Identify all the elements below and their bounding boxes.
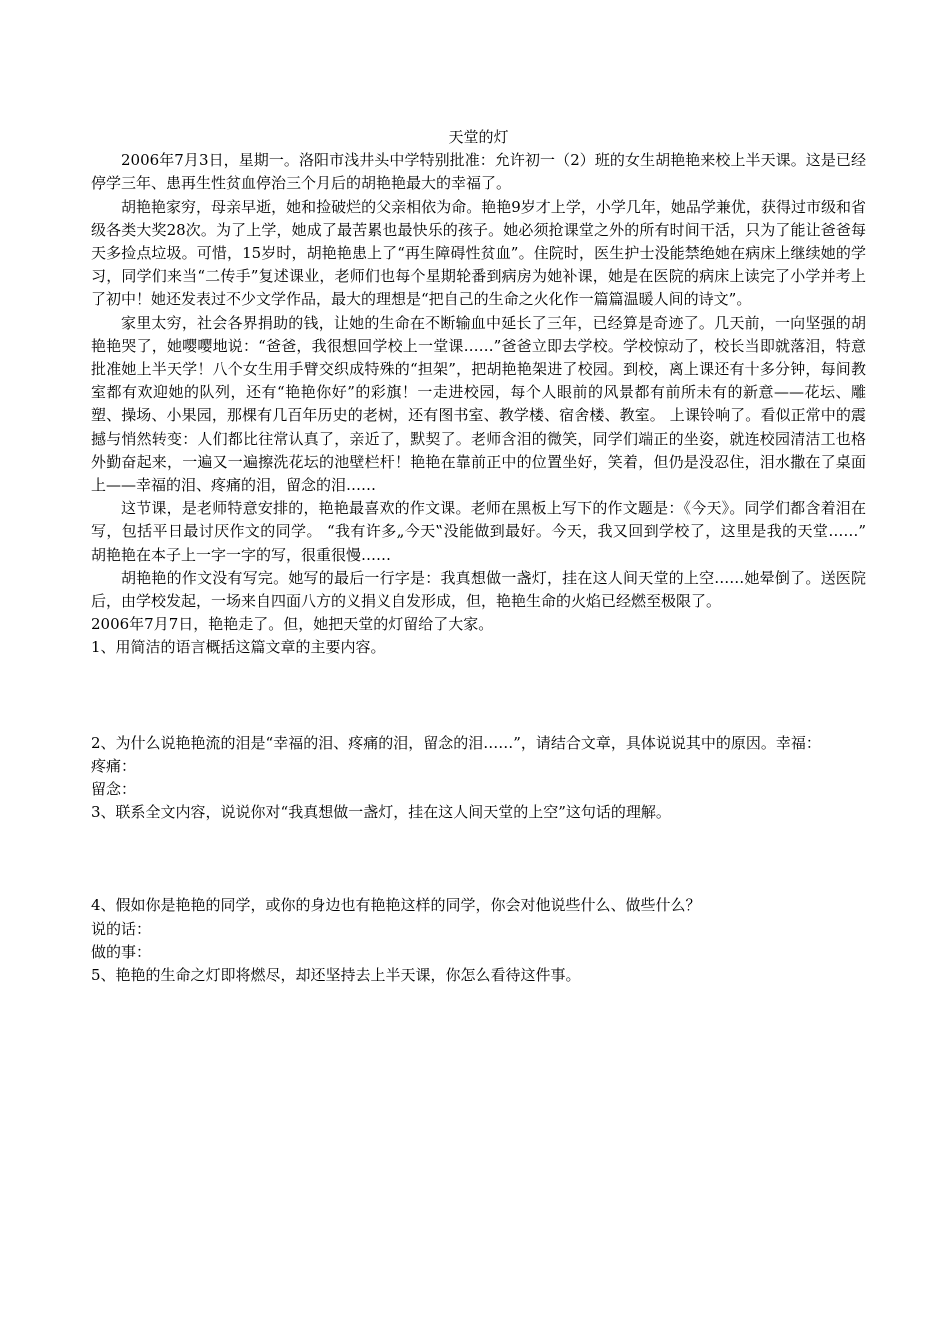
closing-line: 2006年7月7日，艳艳走了。但，她把天堂的灯留给了大家。 xyxy=(91,615,494,634)
paragraph-3: 家里太穷，社会各界捐助的钱，让她的生命在不断输血中延长了三年，已经算是奇迹了。几天前，一向坚强的胡艳艳哭了，她嘤嘤地说：“爸爸，我很想回学校上一堂课……”爸爸立即去学校。学校惊动了，校长当即就落泪，特意批准她上半天学！八个女生用手臂交织成特殊的“担架”，把胡艳艳架进了校园。到校，离上课还有十多分钟，每间教室都有欢迎她的队列，还有“艳艳你好”的彩旗！一走进校园，每个人眼前的风景都有前所未有的新意——花坛、雕塑、操场、小果园，那棵有几百年历史的老树，还有图书室、教学楼、宿舍楼、教室。 上课铃响了。看似正常中的震撼与悄然转变：人们都比往常认真了，亲近了，默契了。老师含泪的微笑，同学们端正的坐姿，就连校园清洁工也格外勤奋起来，一遍又一遍擦洗花坛的池壁栏杆！艳艳在靠前正中的位置坐好，笑着，但仍是没忍住，泪水撒在了桌面上——幸福的泪、疼痛的泪，留念的泪…… xyxy=(91,313,866,495)
question-4: 4、假如你是艳艳的同学，或你的身边也有艳艳这样的同学，你会对他说些什么、做些什么？ xyxy=(91,896,701,915)
answer-space-1 xyxy=(91,660,866,732)
question-2-memory: 留念： xyxy=(91,780,137,799)
paragraph-1: 2006年7月3日，星期一。洛阳市浅井头中学特别批准：允许初一（2）班的女生胡艳艳来校上半天课。这是已经停学三年、患再生性贫血停治三个月后的胡艳艳最大的幸福了。 xyxy=(91,151,866,193)
paragraph-4: 这节课，是老师特意安排的，艳艳最喜欢的作文课。老师在黑板上写下的作文题是：《今天》。同学们都含着泪在写，包括平日最讨厌作文的同学。 “我有许多„今天‟没能做到最好。今天，我又回到学校了，这里是我的天堂……” 胡艳艳在本子上一字一字的写，很重很慢…… xyxy=(91,499,866,564)
question-5: 5、艳艳的生命之灯即将燃尽，却还坚持去上半天课，你怎么看待这件事。 xyxy=(91,966,581,985)
question-1: 1、用简洁的语言概括这篇文章的主要内容。 xyxy=(91,638,386,657)
question-4-do: 做的事： xyxy=(91,942,152,961)
paragraph-5: 胡艳艳的作文没有写完。她写的最后一行字是：我真想做一盏灯，挂在这人间天堂的上空……她晕倒了。送医院后，由学校发起，一场来自四面八方的义捐义自发形成，但，艳艳生命的火焰已经燃至极限了。 xyxy=(91,568,866,611)
question-2-pain: 疼痛： xyxy=(91,756,137,775)
question-3: 3、联系全文内容，说说你对“我真想做一盏灯，挂在这人间天堂的上空”这句话的理解。 xyxy=(91,803,671,822)
question-4-say: 说的话： xyxy=(91,919,152,938)
paragraph-2: 胡艳艳家穷，母亲早逝，她和捡破烂的父亲相依为命。艳艳9岁才上学，小学几年，她品学兼优，获得过市级和省级各类大奖28次。为了上学，她成了最苦累也最快乐的孩子。她必须抢课堂之外的所有时间干活，只为了能让爸爸每天多捡点垃圾。可惜，15岁时，胡艳艳患上了“再生障碍性贫血”。住院时，医生护士没能禁绝她在病床上继续她的学习，同学们来当“二传手”复述课业，老师们也每个星期轮番到病房为她补课，她是在医院的病床上读完了小学并考上了初中！她还发表过不少文学作品，最大的理想是“把自己的生命之火化作一篇篇温暖人间的诗文”。 xyxy=(91,197,866,309)
document-page xyxy=(91,126,866,987)
question-2: 2、为什么说艳艳流的泪是“幸福的泪、疼痛的泪，留念的泪……”，请结合文章，具体说说其中的原因。幸福： xyxy=(91,733,821,752)
answer-space-3 xyxy=(91,824,866,894)
document-title: 天堂的灯 xyxy=(448,128,509,146)
